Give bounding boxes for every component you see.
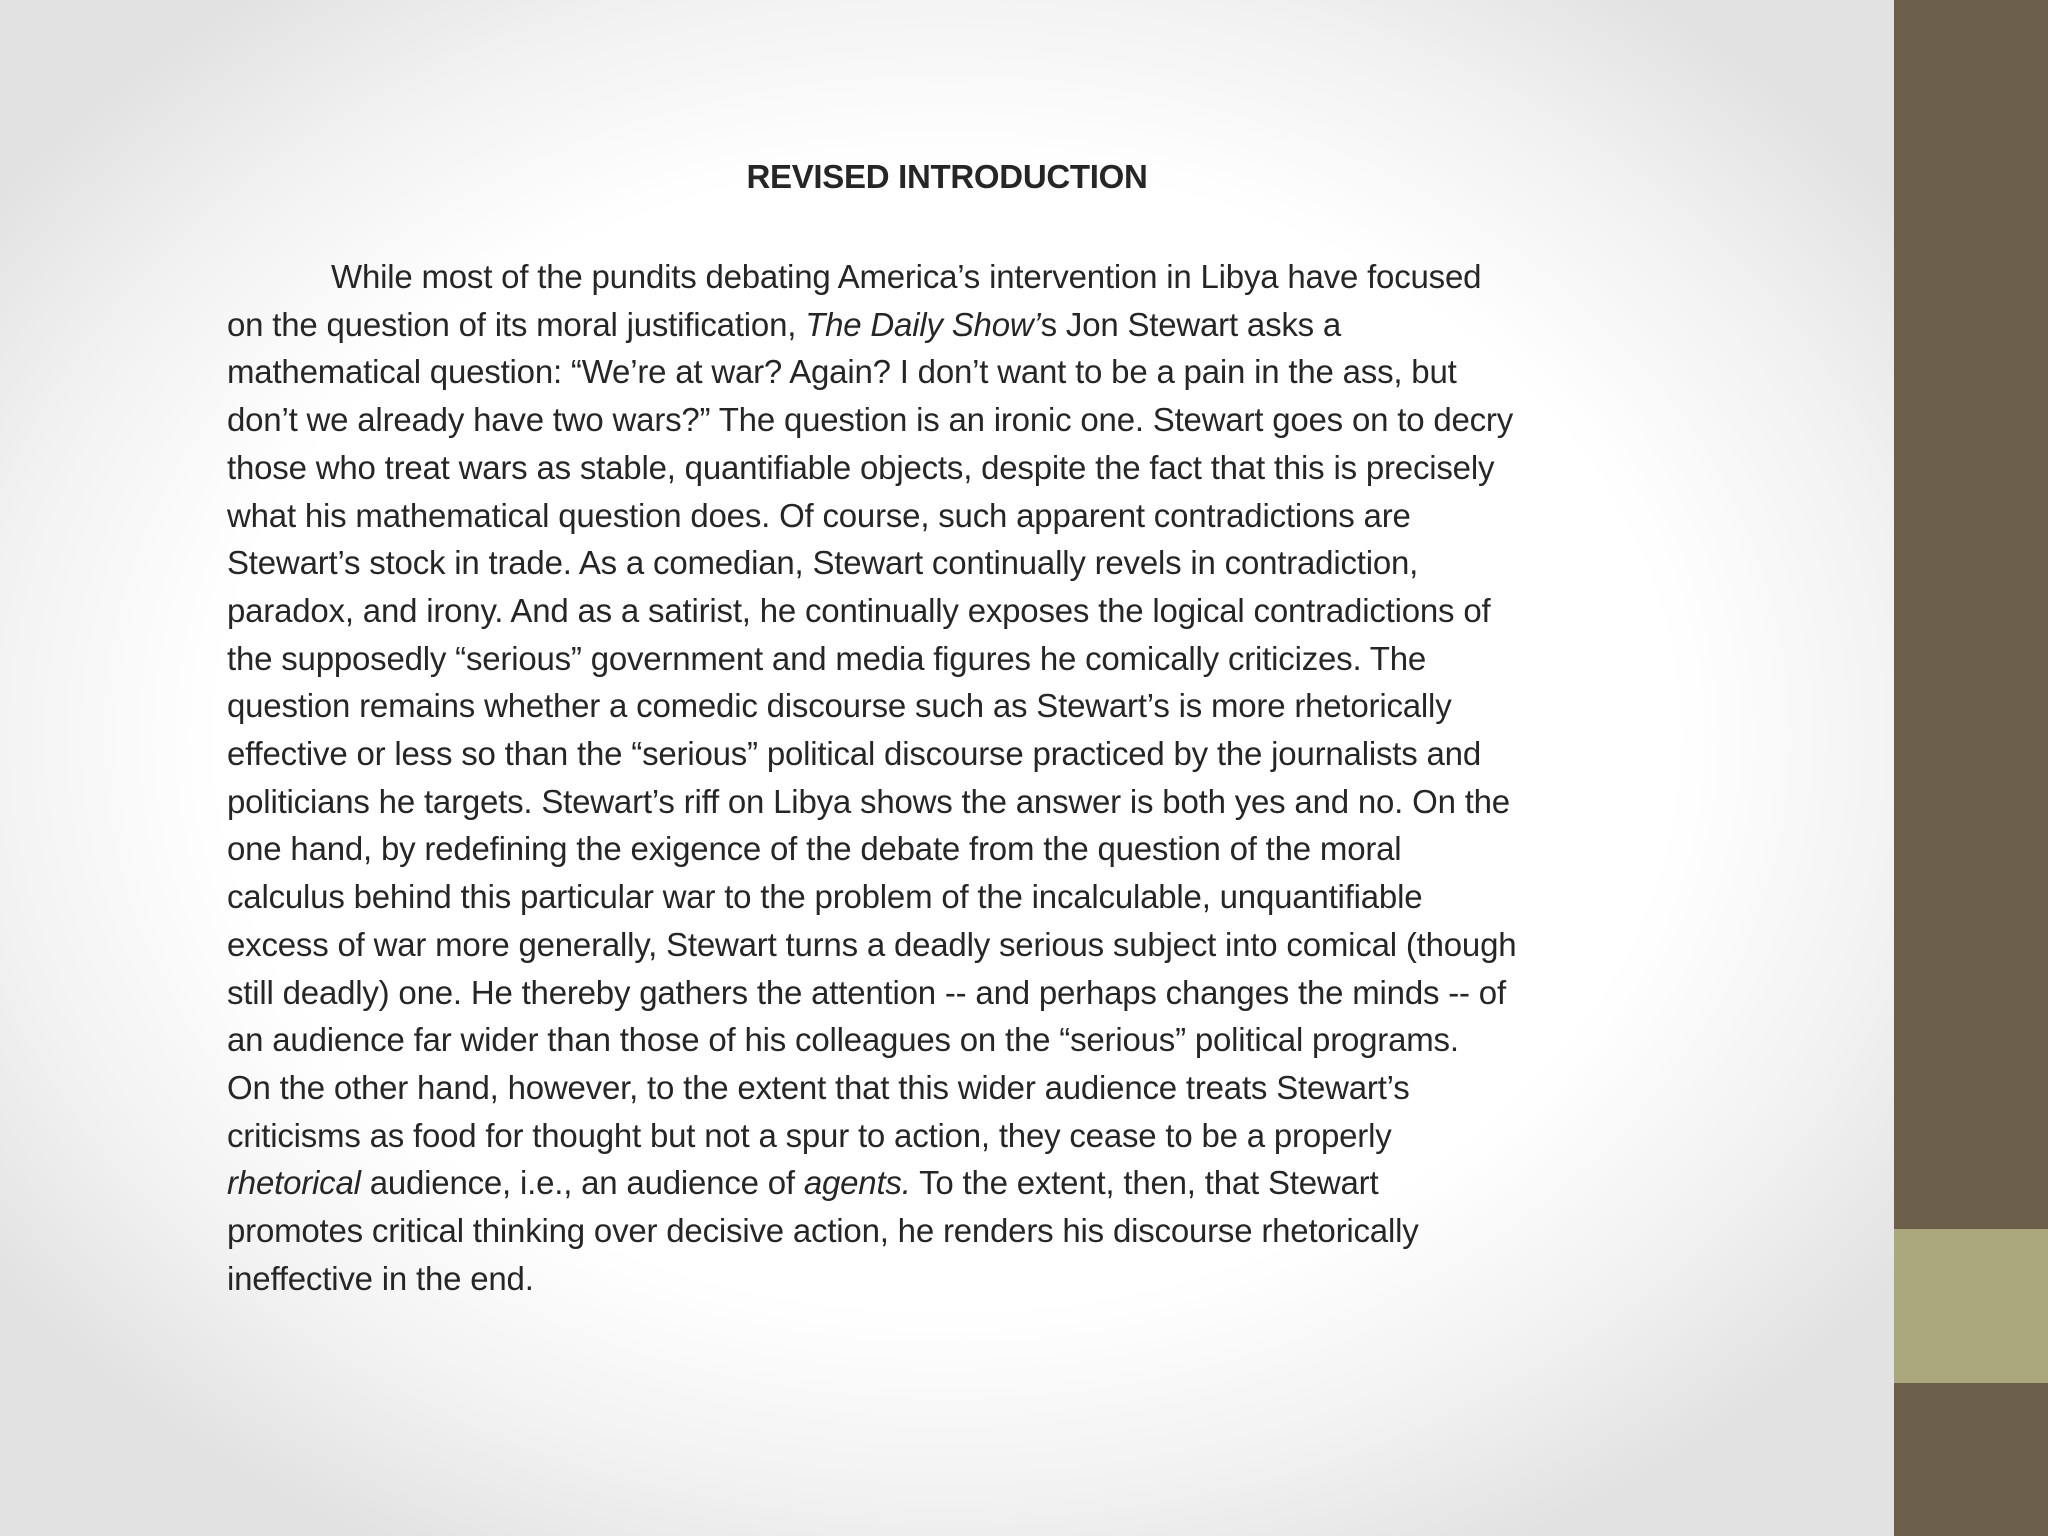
- introduction-paragraph: [227, 253, 1687, 1302]
- line-text: paradox, and irony. And as a satirist, he continually exposes the logical contradictions of: [227, 591, 1491, 629]
- line-text: criticisms as food for thought but not a spur to action, they cease to be a properly: [227, 1116, 1392, 1154]
- slide-title: REVISED INTRODUCTION: [746, 158, 1148, 195]
- line-text: To the extent, then, that Stewart: [910, 1164, 1379, 1202]
- paragraph-line: [227, 396, 1687, 444]
- paragraph-line: [227, 921, 1687, 969]
- paragraph-line: [227, 1159, 1687, 1207]
- line-text: mathematical question: “We’re at war? Again? I don’t want to be a pain in the ass, but: [227, 353, 1457, 391]
- paragraph-line: [227, 1207, 1687, 1255]
- line-text: s Jon Stewart asks a: [1040, 305, 1342, 343]
- paragraph-line: [227, 492, 1687, 540]
- paragraph-line: [227, 253, 1687, 301]
- line-text: don’t we already have two wars?” The question is an ironic one. Stewart goes on to decry: [227, 401, 1514, 439]
- paragraph-line: [227, 1064, 1687, 1112]
- paragraph-line: [227, 873, 1687, 921]
- paragraph-line: [227, 587, 1687, 635]
- paragraph-line: [227, 730, 1687, 778]
- line-text: those who treat wars as stable, quantifiable objects, despite the fact that this is precisely: [227, 448, 1495, 486]
- line-text: question remains whether a comedic discourse such as Stewart’s is more rhetorically: [227, 687, 1452, 725]
- paragraph-line: [227, 825, 1687, 873]
- line-text: what his mathematical question does. Of course, such apparent contradictions are: [227, 496, 1411, 534]
- paragraph-line: [227, 348, 1687, 396]
- paragraph-line: [227, 1112, 1687, 1160]
- line-text: on the question of its moral justification,: [227, 305, 806, 343]
- paragraph-line: [227, 539, 1687, 587]
- line-text: politicians he targets. Stewart’s riff on Libya shows the answer is both yes and no. On the: [227, 782, 1510, 820]
- line-text: calculus behind this particular war to the problem of the incalculable, unquantifiable: [227, 878, 1423, 916]
- decorative-sidebar-accent: [1894, 1229, 2048, 1383]
- line-text: ineffective in the end.: [227, 1259, 534, 1297]
- line-text: still deadly) one. He thereby gathers the attention -- and perhaps changes the minds -- of: [227, 973, 1506, 1011]
- show-title-italic: The Daily Show’: [805, 305, 1041, 343]
- line-text: promotes critical thinking over decisive action, he renders his discourse rhetorically: [227, 1212, 1419, 1250]
- line-text: audience, i.e., an audience of: [360, 1164, 804, 1202]
- paragraph-line: [227, 635, 1687, 683]
- paragraph-line: [227, 1255, 1687, 1303]
- line-text: On the other hand, however, to the extent that this wider audience treats Stewart’s: [227, 1068, 1410, 1106]
- paragraph-line: [227, 1016, 1687, 1064]
- line-text: an audience far wider than those of his colleagues on the “serious” political programs.: [227, 1021, 1459, 1059]
- line-text: one hand, by redefining the exigence of the debate from the question of the moral: [227, 830, 1402, 868]
- paragraph-line: [227, 301, 1687, 349]
- line-text: While most of the pundits debating America’s intervention in Libya have focused: [331, 258, 1482, 295]
- line-text: Stewart’s stock in trade. As a comedian, Stewart continually revels in contradiction,: [227, 544, 1419, 582]
- paragraph-line: [227, 444, 1687, 492]
- paragraph-line: [227, 969, 1687, 1017]
- paragraph-line: [227, 778, 1687, 826]
- paragraph-line: [227, 682, 1687, 730]
- agents-italic: agents.: [803, 1164, 911, 1202]
- line-text: the supposedly “serious” government and media figures he comically criticizes. The: [227, 639, 1427, 677]
- line-text: excess of war more generally, Stewart turns a deadly serious subject into comical (though: [227, 925, 1517, 963]
- rhetorical-italic: rhetorical: [227, 1164, 361, 1202]
- line-text: effective or less so than the “serious” political discourse practiced by the journalists and: [227, 735, 1481, 773]
